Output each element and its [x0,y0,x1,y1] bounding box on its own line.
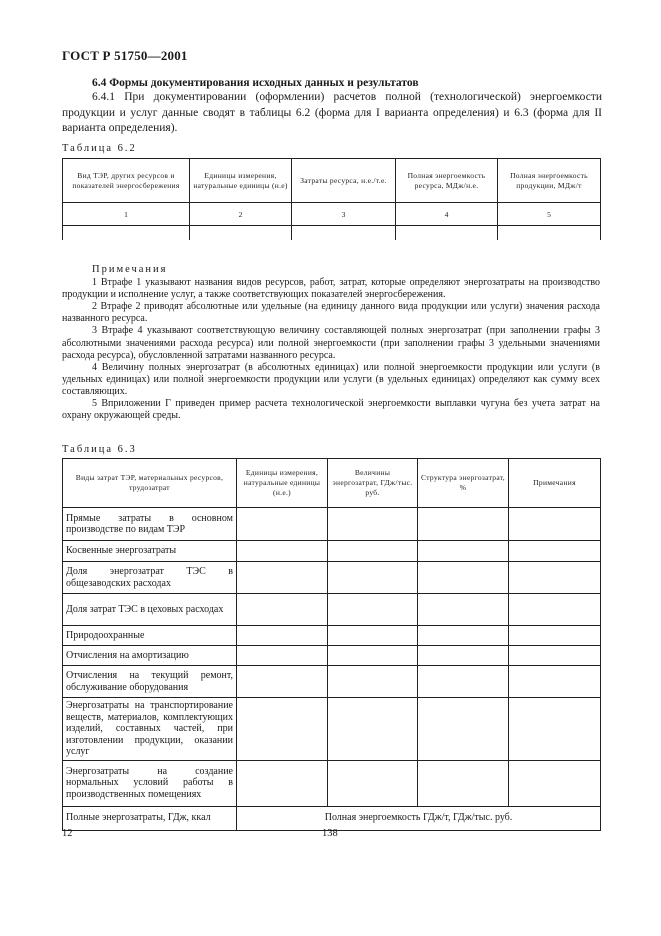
table-row [63,562,601,594]
t63-row-label: Косвенные энергозатраты [63,541,237,562]
table-row [63,541,601,562]
section-paragraph [62,90,602,137]
t62-header-1: Вид ТЭР, других ресурсов и показателей энергосбережения [63,159,190,203]
t63-header-4: Структура энергозатрат, % [418,459,509,508]
table-row [63,806,601,830]
t63-row-label: Энергозатраты на транспортирование веществ, материалов, комплектующих изделий, составных частей, при изготовлении продукции, оказании услуг [63,698,237,761]
table-row [63,760,601,806]
table-6-2 [62,158,601,240]
t63-row-label: Доля энергозатрат ТЭС в общезаводских расходах [63,562,237,594]
table-row [63,594,601,626]
table-row [63,698,601,761]
table-row [63,626,601,646]
t62-header-5: Полная энергоемкость продукции, МДж/т [498,159,601,203]
t63-row-label: Отчисления на амортизацию [63,646,237,666]
t62-header-3: Затраты ресурса, н.е./т.е. [292,159,396,203]
t62-colnum-4: 4 [396,203,498,226]
table-row [63,508,601,541]
t63-row-label: Доля затрат ТЭС в цеховых расходах [63,594,237,626]
note-item: 5 Вприложении Г приведен пример расчета технологической энергоемкости выплавки чугуна без учета затрат на охрану окружающей среды. [62,398,600,422]
paragraph-text: 6.4.1 При документировании (оформлении) расчетов полной (технологической) энергоемкости продукции и услуг данные сводят в таблицы 6.2 (форма для I варианта определения) и 6.3 (форма для II варианта определения). [62,91,602,134]
t63-footer-merged: Полная энергоемкость ГДж/т, ГДж/тыс. руб. [237,806,601,830]
t62-empty-row [63,226,601,241]
t63-row-label: Энергозатраты на создание нормальных условий работы в производственных помещениях [63,760,237,806]
t63-row-label: Природоохранные [63,626,237,646]
page-number-center: 138 [322,828,338,839]
t63-footer-label: Полные энергозатраты, ГДж, ккал [63,806,237,830]
t63-row-label: Отчисления на текущий ремонт, обслуживание оборудования [63,666,237,698]
t62-colnum-1: 1 [63,203,190,226]
page-number-left: 12 [62,828,73,839]
table-6-3 [62,458,601,831]
t62-colnum-2: 2 [190,203,292,226]
t62-header-2: Единицы измерения, натуральные единицы (н.е) [190,159,292,203]
t63-header-5: Примечания [509,459,601,508]
table-row [63,666,601,698]
note-item: 1 Втрафе 1 указывают названия видов ресурсов, работ, затрат, которые определяют энергозатраты на производство продукции и исполнение услуг, а также соответствующих показателей энергосбережения. [62,277,600,301]
t62-colnum-3: 3 [292,203,396,226]
note-item: 4 Величину полных энергозатрат (в абсолютных единицах) или полной энергоемкости продукции или услуги (в удельных единицах) или полной энергоемкости продукции или услуги (в удельных единицах) определяют как сумму всех составляющих. [62,361,600,397]
notes-block [62,264,600,422]
t63-header-3: Величины энергозатрат, ГДж/тыс. руб. [328,459,418,508]
note-item: 2 Втрафе 2 приводят абсолютные или удельные (на единицу данного вида продукции или услуги) значения расхода названного ресурса. [62,301,600,325]
table-6-2-caption: Таблица 6.2 [62,143,137,154]
t63-header-2: Единицы измерения, натуральные единицы (н.е.) [237,459,328,508]
section-title: 6.4 Формы документирования исходных данных и результатов [92,77,419,89]
table-row [63,646,601,666]
t63-row-label: Прямые затраты в основном производстве по видам ТЭР [63,508,237,541]
t63-header-1: Виды затрат ТЭР, материальных ресурсов, трудозатрат [63,459,237,508]
note-item: 3 Втрафе 4 указывают соответствующую величину составляющей полных энергозатрат (при заполнении графы 3 абсолютными значениями расхода ресурса) или полной энергоемкости (при заполнении графы 3 удельными значениями расхода ресурса), обусловленной затратами названного ресурса. [62,325,600,361]
notes-title: Примечания [92,264,168,275]
t62-header-4: Полная энергоемкость ресурса, МДж/н.е. [396,159,498,203]
standard-header: ГОСТ Р 51750—2001 [62,48,188,63]
t62-colnum-5: 5 [498,203,601,226]
table-6-3-caption: Таблица 6.3 [62,444,137,455]
